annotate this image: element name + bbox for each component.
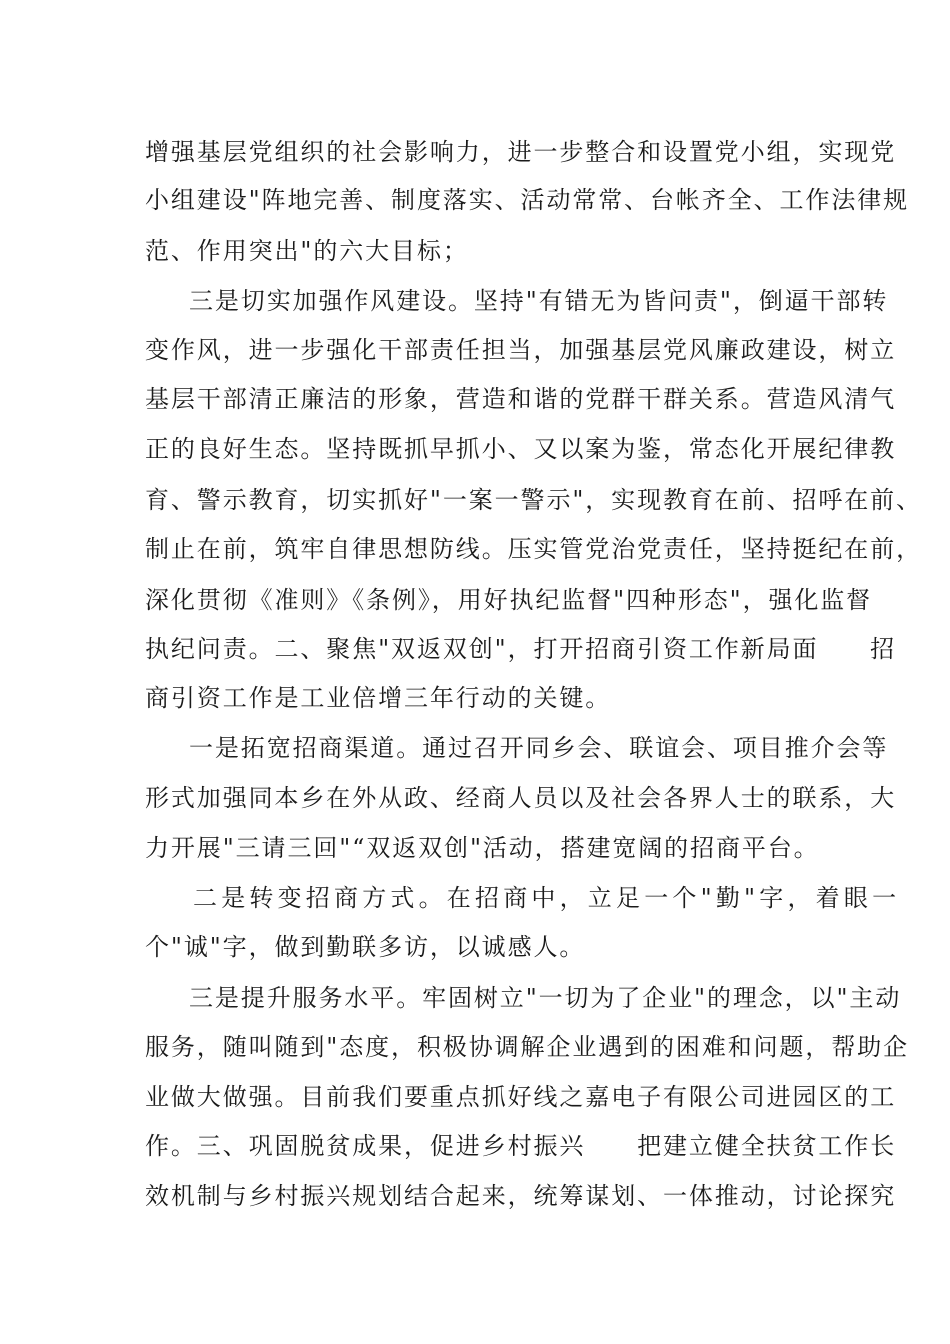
text-line-3: 范、作用突出"的六大目标；: [145, 237, 469, 265]
text-line-8: 育、警示教育，切实抓好"一案一警示"，实现教育在前、招呼在前、: [145, 486, 922, 514]
text-line-6: 基层干部清正廉洁的形象，营造和谐的党群干群关系。营造风清气: [145, 385, 897, 413]
text-line-4: 三是切实加强作风建设。坚持"有错无为皆问责"，倒逼干部转: [189, 287, 889, 315]
text-line-20: 业做大做强。目前我们要重点抓好线之嘉电子有限公司进园区的工: [145, 1083, 897, 1111]
text-line-14: 形式加强同本乡在外从政、经商人员以及社会各界人士的联系，大: [145, 784, 897, 812]
text-line-17: 个"诚"字，做到勤联多访，以诚感人。: [145, 933, 586, 961]
text-line-11: 执纪问责。二、聚焦"双返双创"，打开招商引资工作新局面 招: [145, 635, 897, 663]
text-line-22: 效机制与乡村振兴规划结合起来，统筹谋划、一体推动，讨论探究: [145, 1182, 897, 1210]
text-line-13: 一是拓宽招商渠道。通过召开同乡会、联谊会、项目推介会等: [189, 734, 889, 762]
text-line-10: 深化贯彻《准则》《条例》，用好执纪监督"四种形态"，强化监督: [145, 586, 873, 614]
text-line-9: 制止在前，筑牢自律思想防线。压实管党治党责任，坚持挺纪在前，: [145, 535, 922, 563]
text-line-19: 服务，随叫随到"态度，积极协调解企业遇到的困难和问题，帮助企: [145, 1033, 910, 1061]
text-line-12: 商引资工作是工业倍增三年行动的关键。: [145, 684, 612, 712]
text-line-16: 二是转变招商方式。在招商中，立足一个"勤"字，着眼一: [193, 884, 901, 912]
text-line-1: 增强基层党组织的社会影响力，进一步整合和设置党小组，实现党: [145, 138, 897, 166]
text-line-2: 小组建设"阵地完善、制度落实、活动常常、台帐齐全、工作法律规: [145, 186, 910, 214]
text-line-21: 作。三、巩固脱贫成果，促进乡村振兴 把建立健全扶贫工作长: [145, 1132, 897, 1160]
text-line-5: 变作风，进一步强化干部责任担当，加强基层党风廉政建设，树立: [145, 336, 897, 364]
text-line-7: 正的良好生态。坚持既抓早抓小、又以案为鉴，常态化开展纪律教: [145, 435, 897, 463]
text-line-18: 三是提升服务水平。牢固树立"一切为了企业"的理念，以"主动: [189, 984, 902, 1012]
text-line-15: 力开展"三请三回"“双返双创"活动，搭建宽阔的招商平台。: [145, 834, 820, 862]
